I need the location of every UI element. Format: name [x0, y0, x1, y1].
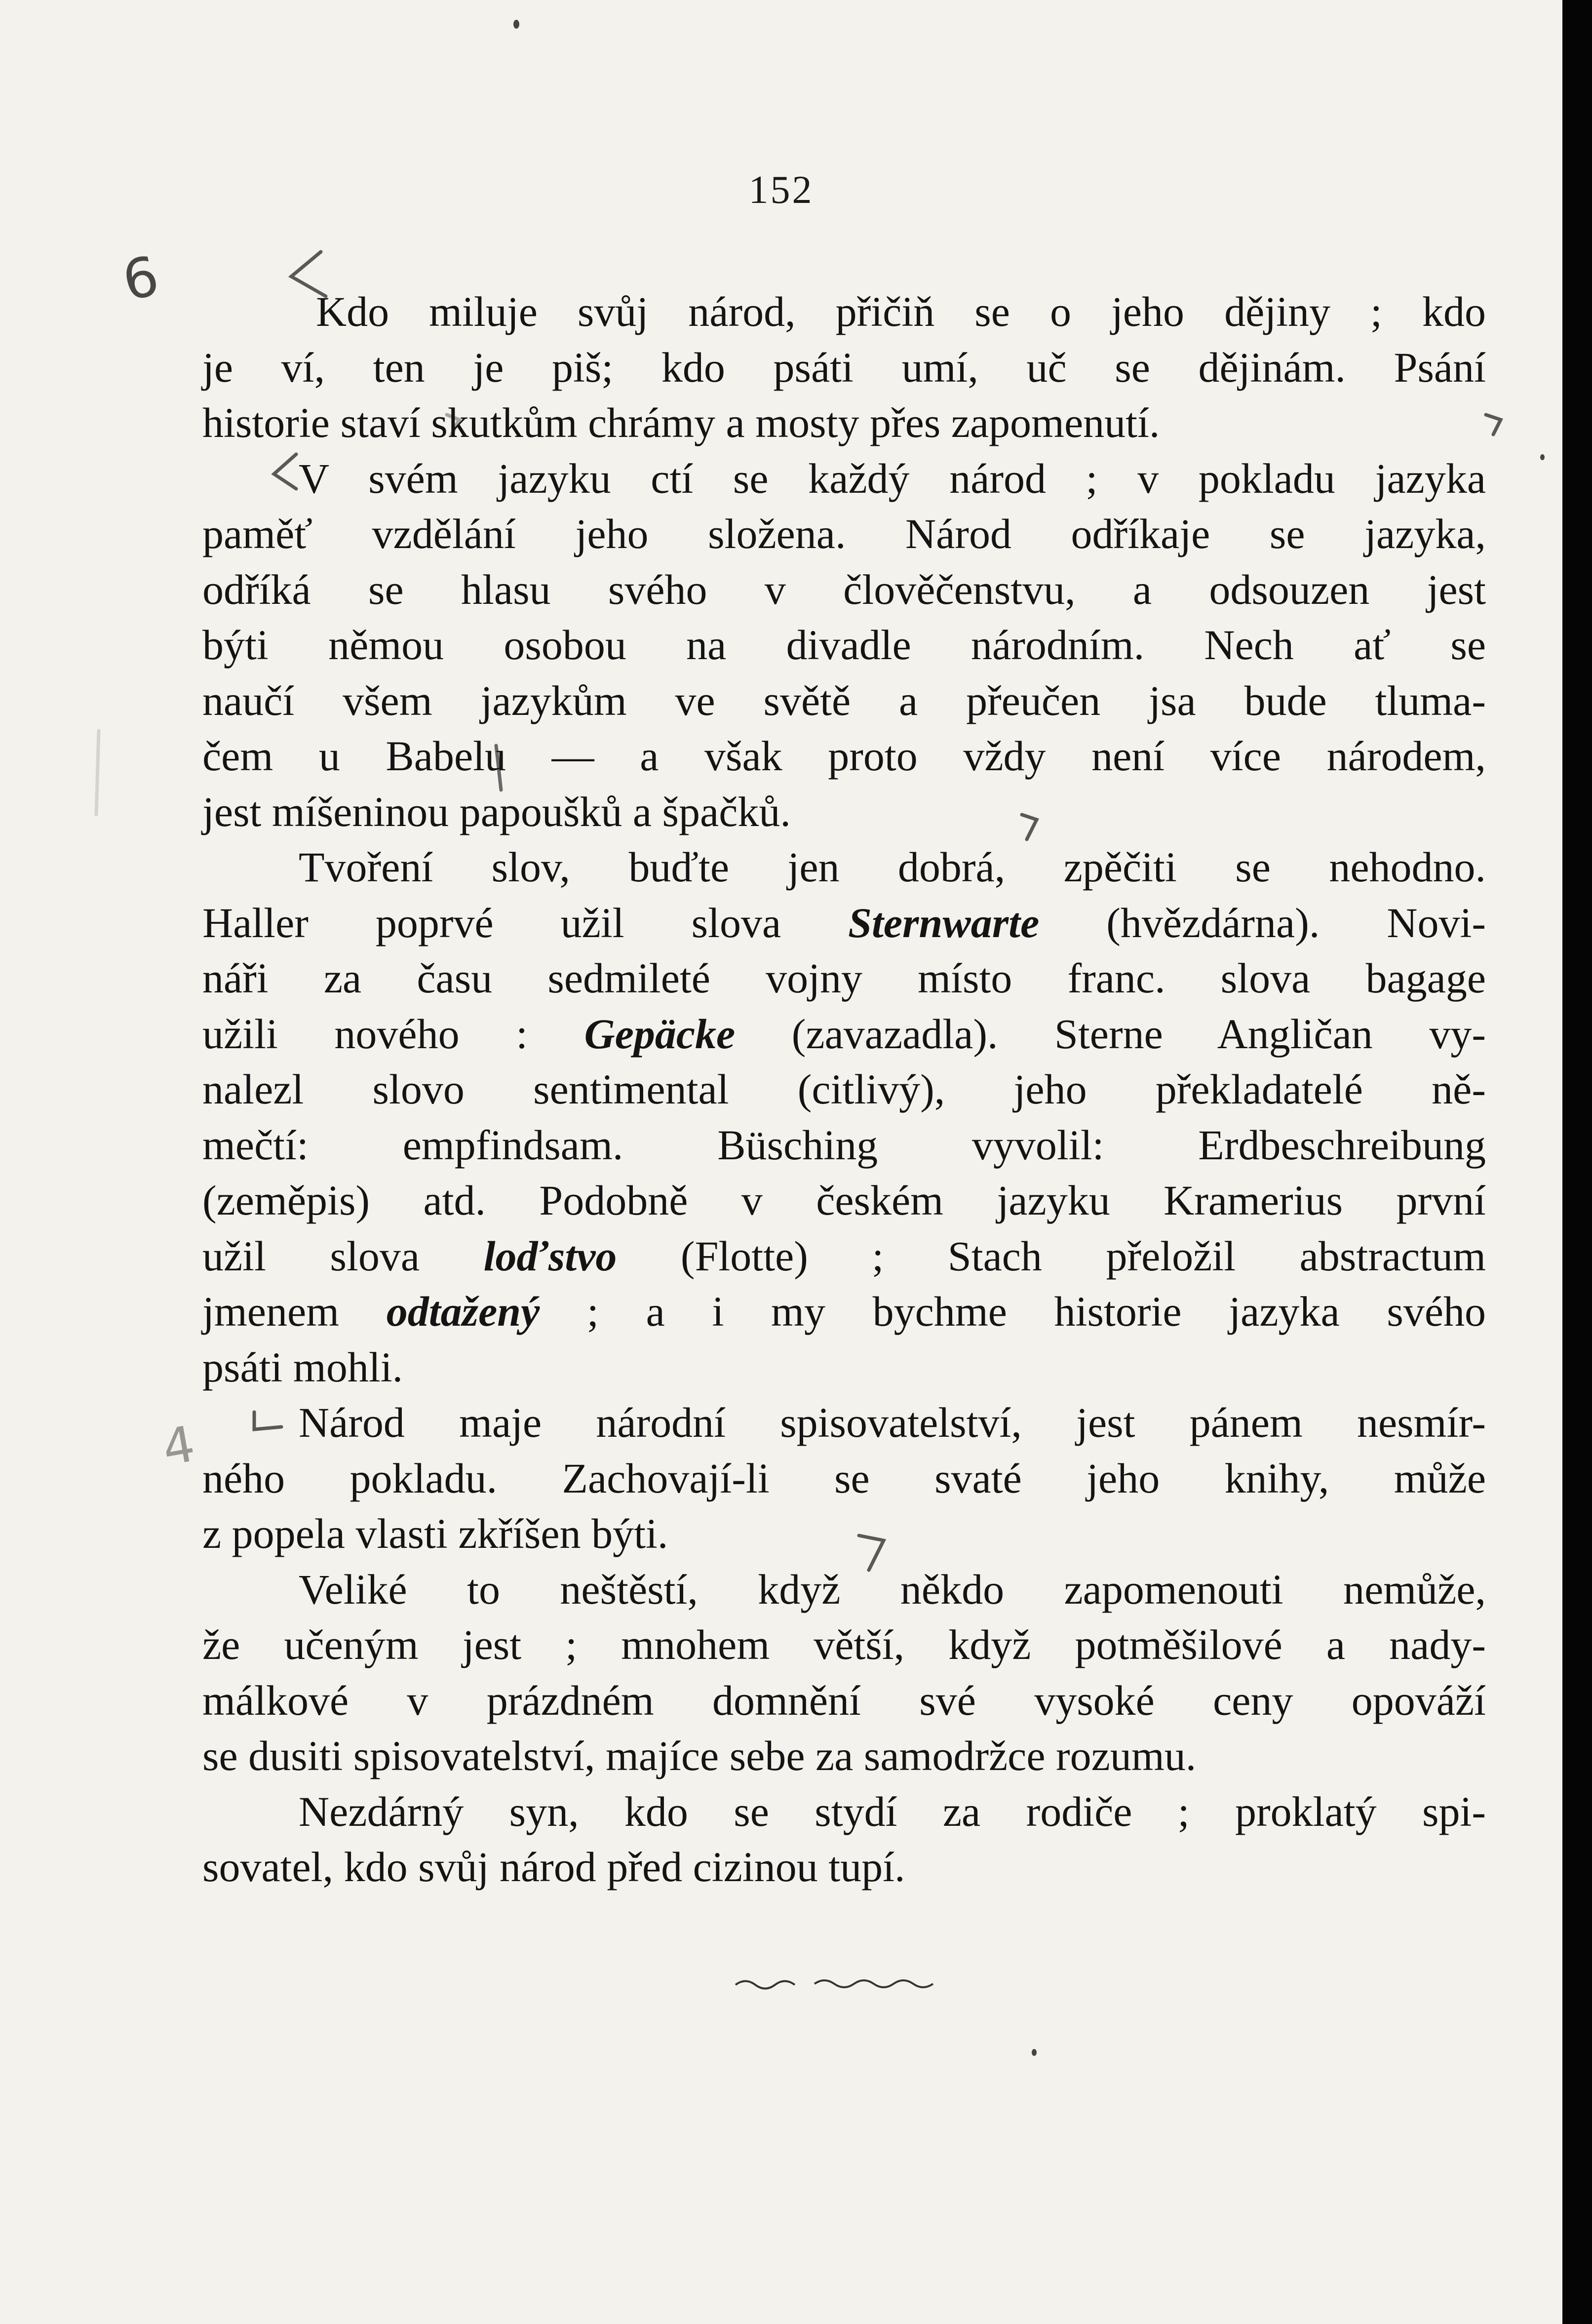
text-run: Haller poprvé užil slova — [202, 899, 849, 946]
text-line — [202, 1228, 1486, 1284]
text-line — [202, 1173, 1486, 1228]
text-line: Veliké to neštěstí, když někdo zapomenouti nemůže, — [299, 1565, 1486, 1613]
text-line — [202, 1117, 1486, 1173]
paragraph-container — [202, 284, 1486, 1895]
text-line: V svém jazyku ctí se každý národ ; v pokladu jazyka — [299, 454, 1486, 502]
text-line: historie staví skutkům chrámy a mosty přes zapomenutí. — [202, 399, 1160, 446]
text-line: málkové v prázdném domnění své vysoké ceny opováží — [202, 1676, 1486, 1724]
text-line: ného pokladu. Zachovají-li se svaté jeho knihy, může — [202, 1454, 1486, 1502]
paragraph-6 — [202, 1784, 1486, 1895]
pencil-margin-letter: 4 — [158, 1415, 199, 1477]
text-line — [202, 1284, 1486, 1339]
paragraph-4 — [202, 1395, 1486, 1562]
text-line: se dusiti spisovatelství, majíce sebe za samodržce rozumu. — [202, 1732, 1197, 1779]
paragraph-3 — [202, 839, 1486, 1395]
text-line — [202, 1339, 1486, 1395]
text-line — [202, 1006, 1486, 1062]
page-number: 152 — [748, 168, 814, 212]
text-run: užil slova — [202, 1232, 484, 1280]
paragraph-2 — [202, 451, 1486, 840]
page-edge — [1562, 0, 1592, 2324]
text-run: nalezl slovo sentimental (citlivý), jeho překladatelé ně- — [202, 1065, 1486, 1113]
speck — [1540, 454, 1545, 460]
text-line — [202, 950, 1486, 1006]
pencil-close-4 — [1486, 415, 1501, 434]
text-line: sovatel, kdo svůj národ před cizinou tupí. — [202, 1843, 905, 1891]
text-run: mečtí: empfindsam. Büsching vyvolil: Erdbeschreibung — [202, 1121, 1486, 1169]
text-run: psáti mohli. — [202, 1343, 403, 1391]
pencil-slash-left — [96, 731, 99, 815]
text-line: Národ maje národní spisovatelství, jest pánem nesmír- — [299, 1399, 1486, 1446]
text-run: jmenem — [202, 1288, 387, 1335]
text-run: (hvězdárna). Novi- — [1039, 899, 1486, 946]
text-line: Kdo miluje svůj národ, přičiň se o jeho dějiny ; kdo — [316, 288, 1486, 335]
text-run: (zeměpis) atd. Podobně v českém jazyku Kramerius první — [202, 1177, 1486, 1224]
paragraph-1 — [202, 284, 1486, 451]
text-line: jest míšeninou papoušků a špačků. — [202, 788, 791, 835]
text-run: (zavazadla). Sterne Angličan vy- — [735, 1010, 1486, 1058]
text-run: ; a i my bychme historie jazyka svého — [540, 1288, 1486, 1335]
text-run: užili nového : — [202, 1010, 584, 1058]
paragraph-5 — [202, 1562, 1486, 1784]
italic-term: Sternwarte — [848, 899, 1040, 946]
text-line — [202, 839, 1486, 895]
text-run: (Flotte) ; Stach přeložil abstractum — [617, 1232, 1486, 1280]
speck — [1032, 2049, 1037, 2056]
text-line: býti němou osobou na divadle národním. Nech ať se — [202, 621, 1486, 669]
text-line — [202, 1062, 1486, 1117]
text-line: čem u Babelu — a však proto vždy není více národem, — [202, 732, 1486, 780]
text-line: že učeným jest ; mnohem větší, když potměšilové a nady- — [202, 1621, 1486, 1668]
italic-term: Gepäcke — [584, 1010, 736, 1058]
text-line: je ví, ten je piš; kdo psáti umí, uč se dějinám. Psání — [202, 343, 1486, 391]
text-line — [202, 895, 1486, 951]
text-run: Tvoření slov, buďte jen dobrá, zpěčiti se nehodno. — [299, 843, 1486, 891]
text-line: z popela vlasti zkříšen býti. — [202, 1510, 668, 1557]
ornament-divider — [731, 1970, 977, 1995]
pencil-margin-number: 6 — [117, 244, 164, 313]
italic-term: odtažený — [386, 1288, 540, 1335]
text-line: paměť vzdělání jeho složena. Národ odříkaje se jazyka, — [202, 510, 1486, 557]
main-text — [202, 284, 1486, 1895]
text-line: naučí všem jazykům ve světě a přeučen jsa bude tluma- — [202, 676, 1486, 724]
italic-term: loďstvo — [483, 1232, 617, 1280]
text-line: Nezdárný syn, kdo se stydí za rodiče ; proklatý spi- — [299, 1787, 1486, 1835]
text-line: odříká se hlasu svého v člověčenstvu, a odsouzen jest — [202, 565, 1486, 613]
speck — [513, 20, 519, 29]
text-run: náři za času sedmileté vojny místo franc. slova bagage — [202, 954, 1486, 1002]
